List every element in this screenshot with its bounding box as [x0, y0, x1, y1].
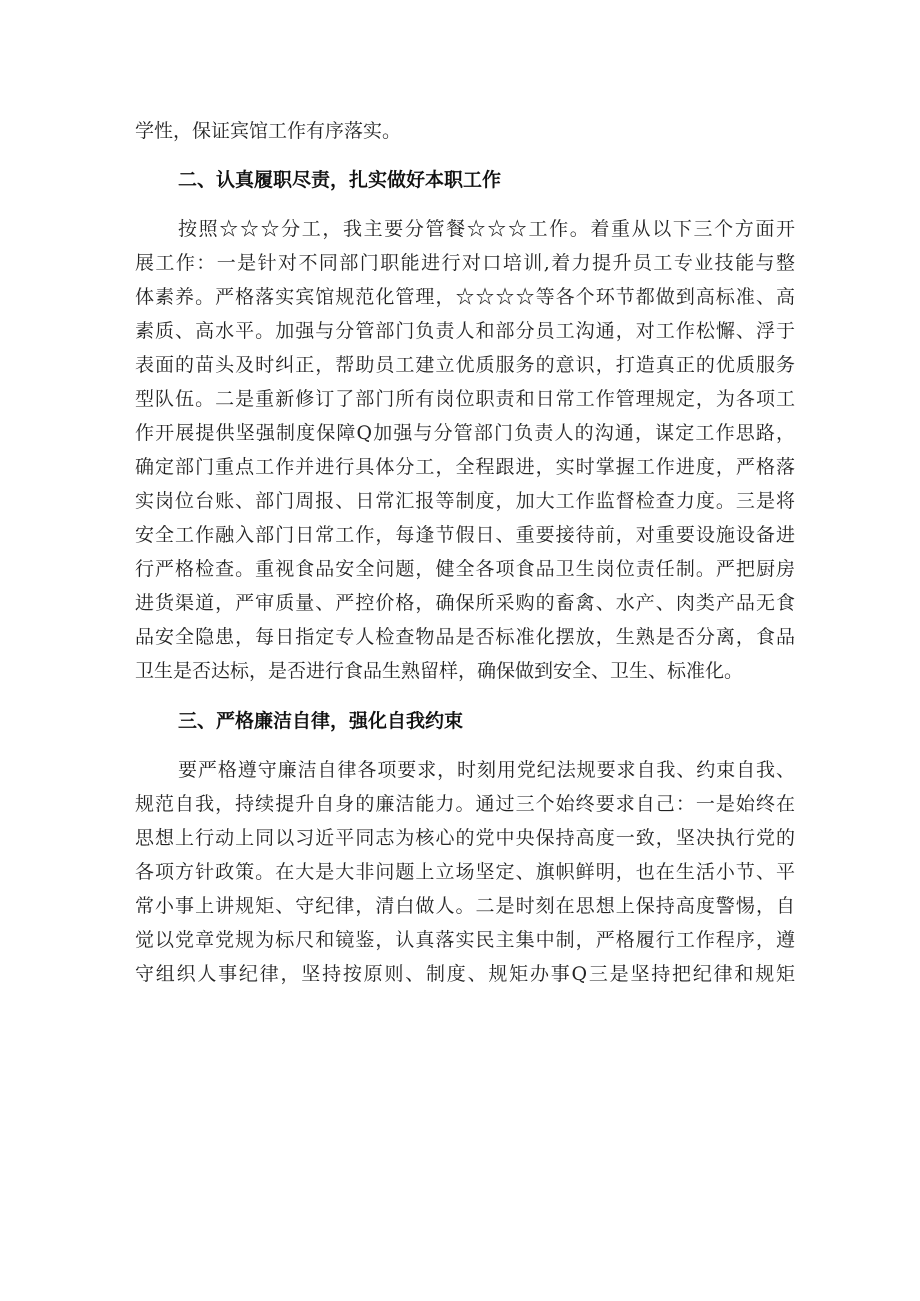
paragraph-line: 素质、高水平。加强与分管部门负责人和部分员工沟通，对工作松懈、浮于 [135, 320, 795, 342]
paragraph-line: 确定部门重点工作并进行具体分工，全程跟进，实时掌握工作进度，严格落 [135, 456, 795, 478]
paragraph-line: 要严格遵守廉洁自律各项要求，时刻用党纪法规要求自我、约束自我、 [178, 759, 795, 781]
paragraph-line: 进货渠道，严审质量、严控价格，确保所采购的畜禽、水产、肉类产品无食 [135, 592, 795, 614]
paragraph-line: 规范自我，持续提升自身的廉洁能力。通过三个始终要求自己：一是始终在 [135, 793, 795, 815]
paragraph-line: 学性，保证宾馆工作有序落实。 [135, 120, 402, 142]
paragraph-line: 各项方针政策。在大是大非问题上立场坚定、旗帜鲜明，也在生活小节、平 [135, 861, 795, 883]
paragraph-line: 型队伍。二是重新修订了部门所有岗位职责和日常工作管理规定，为各项工 [135, 388, 795, 410]
paragraph-line: 安全工作融入部门日常工作，每逢节假日、重要接待前，对重要设施设备进 [135, 524, 795, 546]
paragraph-line: 守组织人事纪律，坚持按原则、制度、规矩办事Q三是坚持把纪律和规矩 [135, 963, 795, 985]
paragraph-line: 体素养。严格落实宾馆规范化管理，☆☆☆☆等各个环节都做到高标准、高 [135, 286, 795, 308]
paragraph-line: 常小事上讲规矩、守纪律，清白做人。二是时刻在思想上保持高度警惕，自 [135, 895, 795, 917]
paragraph-line: 实岗位台账、部门周报、日常汇报等制度，加大工作监督检查力度。三是将 [135, 490, 795, 512]
section-heading-3: 三、严格廉洁自律，强化自我约束 [178, 710, 464, 732]
paragraph-line: 思想上行动上同以习近平同志为核心的党中央保持高度一致，坚决执行党的 [135, 827, 795, 849]
paragraph-line: 觉以党章党规为标尺和镜鉴，认真落实民主集中制，严格履行工作程序，遵 [135, 929, 795, 951]
paragraph-line: 表面的苗头及时纠正，帮助员工建立优质服务的意识，打造真正的优质服务 [135, 354, 795, 376]
paragraph-line: 展工作：一是针对不同部门职能进行对口培训,着力提升员工专业技能与整 [135, 252, 795, 274]
paragraph-line: 按照☆☆☆分工，我主要分管餐☆☆☆工作。着重从以下三个方面开 [178, 218, 795, 240]
paragraph-line: 作开展提供坚强制度保障Q加强与分管部门负责人的沟通，谋定工作思路， [135, 422, 795, 444]
paragraph-line: 品安全隐患，每日指定专人检查物品是否标准化摆放，生熟是否分离，食品 [135, 626, 795, 648]
paragraph-line: 卫生是否达标，是否进行食品生熟留样，确保做到安全、卫生、标准化。 [135, 660, 744, 682]
paragraph-line: 行严格检查。重视食品安全问题，健全各项食品卫生岗位责任制。严把厨房 [135, 558, 795, 580]
section-heading-2: 二、认真履职尽责，扎实做好本职工作 [178, 169, 502, 191]
